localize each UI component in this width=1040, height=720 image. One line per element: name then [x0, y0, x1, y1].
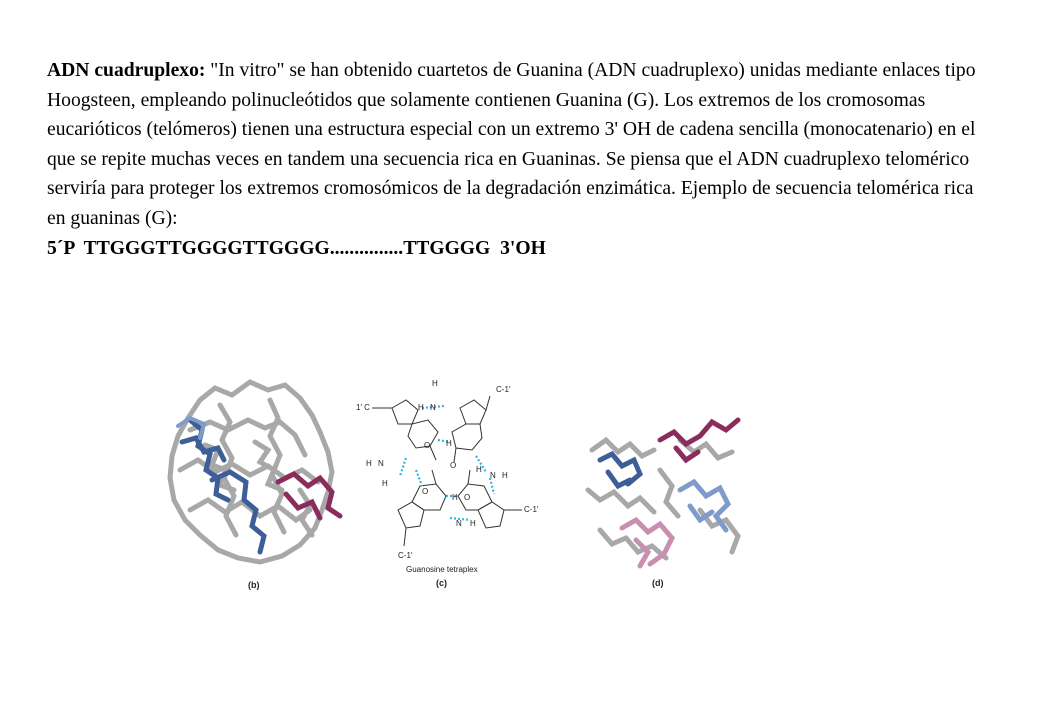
atom-c1-top: C-1′: [496, 385, 511, 394]
atom-c1-bottom: C-1′: [398, 551, 413, 560]
text-block: [47, 56, 977, 263]
atom-h-4: H: [476, 465, 482, 474]
panel-d-light-blue-strand: [680, 482, 728, 530]
telomeric-sequence: 5´P TTGGGTTGGGGTTGGGG...............TTGGGG 3'OH: [47, 237, 546, 259]
atom-h-9: H: [470, 519, 476, 528]
label-c: (c): [436, 578, 447, 588]
panel-d-structure: [588, 420, 738, 588]
atom-1c-left: 1′ C: [356, 403, 370, 412]
panel-d-blue-strand: [600, 454, 640, 486]
atom-c1-right: C-1′: [524, 505, 539, 514]
atom-h-6: H: [366, 459, 372, 468]
label-d: (d): [652, 578, 664, 588]
atom-h-7: H: [382, 479, 388, 488]
panel-b-structure: [170, 382, 340, 590]
atom-n-4: N: [456, 519, 462, 528]
atom-h-3: H: [446, 439, 452, 448]
atom-h-8: H: [452, 493, 458, 502]
atom-o-1: O: [424, 441, 431, 450]
atom-n-2: N: [490, 471, 496, 480]
panel-c-diagram: [356, 379, 539, 588]
heading: ADN cuadruplexo:: [47, 60, 206, 81]
panel-d-gray-strands: [588, 440, 738, 558]
body-text: "In vitro" se han obtenido cuartetos de Guanina (ADN cuadruplexo) unidas mediante enlaces tipo Hoogsteen, empleando polinucleótidos que solamente contienen Guanina (G). Los extremos de los cromosomas eucarióticos (telómeros) tienen una estructura especial con un extremo 3' OH de cadena sencilla (monocatenario) en el que se repite muchas veces en tandem una secuencia rica en Guaninas. Se piensa que el ADN cuadruplexo telomérico serviría para proteger los extremos cromosómicos de la degradación enzimática. Ejemplo de secuencia telomérica rica en guaninas (G):: [47, 60, 976, 229]
panel-b-gray-strands: [170, 382, 332, 562]
atom-o-4: O: [464, 493, 471, 502]
atom-h-5: H: [502, 471, 508, 480]
panel-c-bonds: [372, 396, 522, 546]
atom-n-1: N: [430, 403, 436, 412]
caption-c: Guanosine tetraplex: [406, 565, 478, 574]
label-b: (b): [248, 580, 260, 590]
atom-h-2: H: [418, 403, 424, 412]
atom-o-2: O: [450, 461, 457, 470]
guanine-tetraplex-figure: [160, 360, 760, 600]
atom-h-1: H: [432, 379, 438, 388]
atom-o-3: O: [422, 487, 429, 496]
atom-n-3: N: [378, 459, 384, 468]
